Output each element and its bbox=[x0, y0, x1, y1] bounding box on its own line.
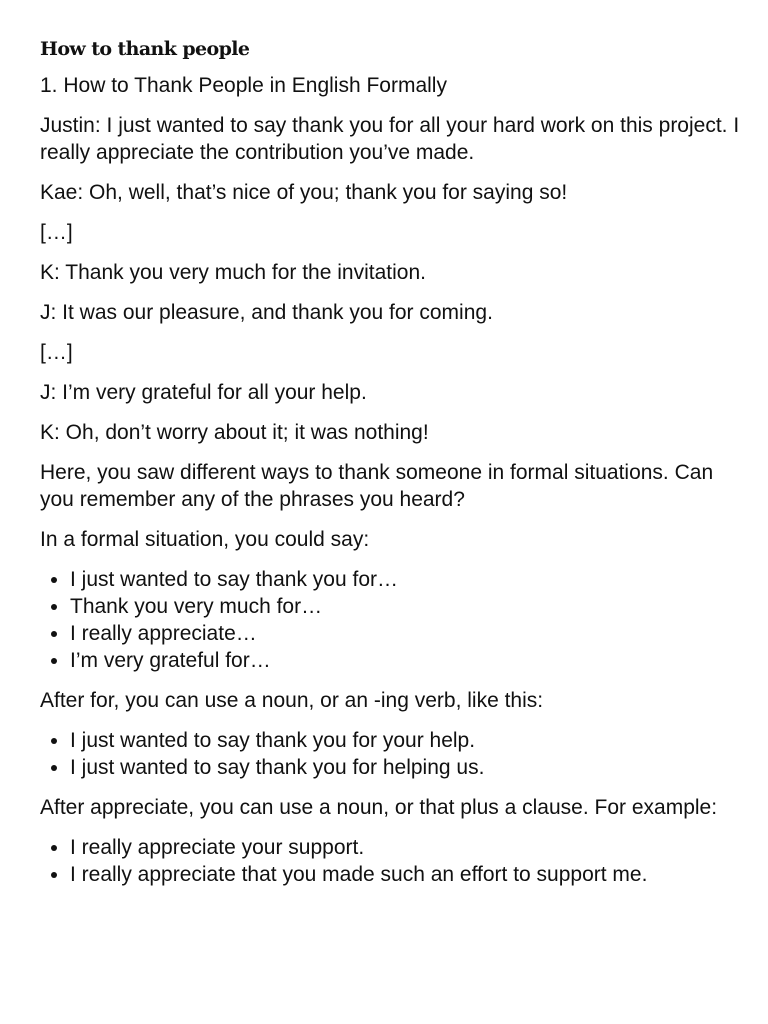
list-item: • I just wanted to say thank you for your help. bbox=[70, 727, 740, 754]
dialogue-line: J: I’m very grateful for all your help. bbox=[40, 381, 367, 404]
list-item: • I just wanted to say thank you for… bbox=[70, 566, 740, 593]
dialogue-ellipsis: […] bbox=[40, 341, 73, 364]
dialogue-line: K: Thank you very much for the invitation. bbox=[40, 261, 426, 284]
list-item: • I really appreciate… bbox=[70, 620, 740, 647]
intro-paragraph: Here, you saw different ways to thank someone in formal situations. Can you remember any of the phrases you heard? bbox=[40, 461, 714, 511]
after-for-examples-list bbox=[40, 727, 740, 781]
dialogue-ellipsis: […] bbox=[40, 221, 73, 244]
dialogue-line: Kae: Oh, well, that’s nice of you; thank you for saying so! bbox=[40, 181, 568, 204]
formal-phrases-list bbox=[40, 566, 740, 674]
after-appreciate-examples-list bbox=[40, 834, 740, 888]
dialogue-line: Justin: I just wanted to say thank you for all your hard work on this project. I really appreciate the contribution you’ve made. bbox=[40, 114, 740, 164]
list-item: • I really appreciate your support. bbox=[70, 834, 740, 861]
after-appreciate-paragraph: After appreciate, you can use a noun, or that plus a clause. For example: bbox=[40, 796, 718, 819]
dialogue-line: K: Oh, don’t worry about it; it was nothing! bbox=[40, 421, 429, 444]
page-title: How to thank people bbox=[40, 38, 250, 60]
dialogue-line: J: It was our pleasure, and thank you for coming. bbox=[40, 301, 493, 324]
document-page bbox=[40, 34, 740, 901]
formal-label: In a formal situation, you could say: bbox=[40, 528, 370, 551]
list-item: • I’m very grateful for… bbox=[70, 647, 740, 674]
list-item: • I just wanted to say thank you for helping us. bbox=[70, 754, 740, 781]
after-for-paragraph: After for, you can use a noun, or an -ing verb, like this: bbox=[40, 689, 544, 712]
list-item: • Thank you very much for… bbox=[70, 593, 740, 620]
section-heading: 1. How to Thank People in English Formally bbox=[40, 74, 447, 97]
list-item: • I really appreciate that you made such an effort to support me. bbox=[70, 861, 740, 888]
